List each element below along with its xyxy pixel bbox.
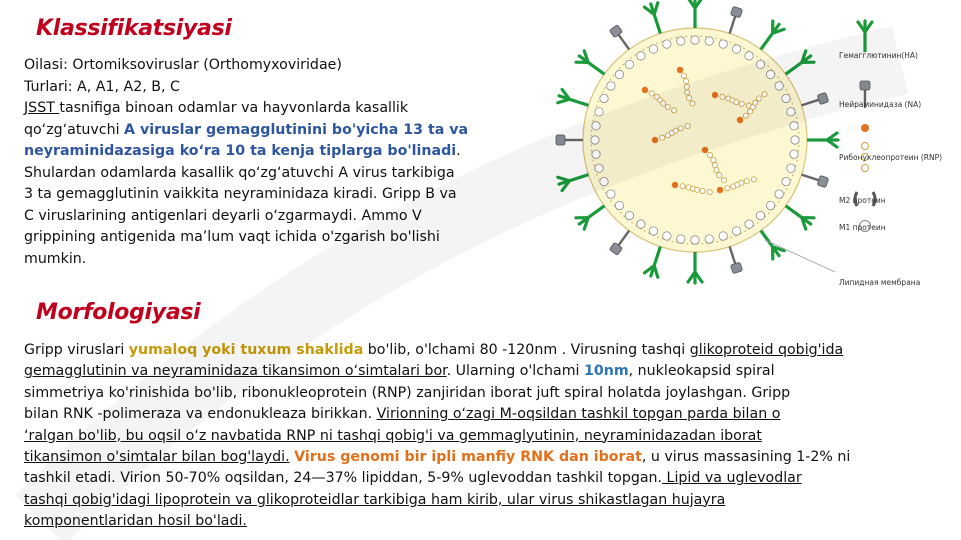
morph-line-2 bbox=[24, 361, 949, 382]
morphology-paragraph bbox=[24, 340, 949, 533]
text-span: qo‘zg‘atuvchi bbox=[24, 121, 125, 138]
text-span: tashkil etadi. Virion 50-70% oqsildan, 24—37% lipiddan, 5-9% uglevoddan tashkil topgan. bbox=[24, 470, 663, 487]
underlined-text: Virionning o‘zagi M-oqsildan tashkil topgan parda bilan o bbox=[376, 406, 781, 423]
text-span: . bbox=[456, 143, 461, 159]
section-heading-classification: Klassifikatsiyasi bbox=[36, 16, 232, 41]
underlined-text: gemagglutinin va neyraminidaza tikansimon o‘simtalari bor bbox=[24, 363, 447, 380]
subtypes-highlight: A viruslar gemagglutinini bo'yicha 13 ta va bbox=[124, 121, 469, 138]
legend-rnp: Рибонуклеопротеин (RNP) bbox=[839, 153, 943, 162]
who-abbr: JSST bbox=[24, 100, 60, 116]
legend-ha: Гемагглютинин(HA) bbox=[839, 51, 918, 60]
types-line: Turlari: A, A1, A2, B, C bbox=[24, 78, 180, 95]
subtypes-line-2 bbox=[24, 141, 514, 163]
size-highlight: 10nm bbox=[584, 363, 629, 380]
legend-m2: M2 протеин bbox=[839, 196, 886, 205]
legend-membrane: Липидная мембрана bbox=[839, 278, 921, 287]
text-span: . Ularning o'lchami bbox=[446, 363, 585, 380]
text-span: bilan RNK -polimeraza va endonukleaza birikkan. bbox=[24, 406, 377, 423]
underlined-text: tikansimon o'simtalar bilan bog'laydi. bbox=[24, 449, 290, 466]
text-span: , u virus massasining 1-2% ni bbox=[641, 449, 851, 466]
morph-line-1 bbox=[24, 340, 949, 361]
text-line-10: mumkin. bbox=[24, 250, 87, 267]
subtypes-highlight-2: neyraminidazasiga ko‘ra 10 ta kenja tiplarga bo'linadi bbox=[24, 143, 457, 159]
legend-na: Нейраминидаза (NA) bbox=[839, 100, 922, 109]
family-line: Oilasi: Ortomiksoviruslar (Orthomyxoviridae) bbox=[24, 57, 342, 73]
text-span: , nukleokapsid spiral bbox=[628, 363, 775, 380]
genome-highlight: Virus genomi bir ipli manfiy RNK dan iborat bbox=[294, 449, 642, 466]
text-line-8: C viruslarining antigenlari deyarli o‘zgarmaydi. Ammo V bbox=[24, 207, 422, 224]
influenza-virus-diagram bbox=[505, 0, 961, 300]
underlined-text: glikoproteid qobig'ida bbox=[689, 342, 844, 358]
subtypes-line-1 bbox=[24, 120, 514, 142]
section-heading-morphology: Morfologiyasi bbox=[36, 300, 201, 325]
legend-m1: M1 протеин bbox=[839, 223, 886, 232]
underlined-text: Lipid va uglevodlar bbox=[662, 470, 802, 487]
text-span: bo'lib, o'lchami 80 -120nm . Virusning tashqi bbox=[363, 342, 690, 358]
text-line-6: Shulardan odamlarda kasallik qo‘zg‘atuvchi A virus tarkibiga bbox=[24, 164, 455, 181]
text-line-9: grippining antigenida ma’lum vaqt ichida o'zgarish bo'lishi bbox=[24, 229, 440, 245]
text-line-7: 3 ta gemagglutinin vaikkita neyraminidaza kiradi. Gripp B va bbox=[24, 186, 457, 202]
classification-paragraph bbox=[24, 55, 514, 270]
who-rest: tasnifiga binoan odamlar va hayvonlarda kasallik bbox=[59, 100, 409, 116]
morph-line-8: tashqi qobig'idagi lipoprotein va glikoproteidlar tarkibiga ham kirib, ular virus shikastlagan hujayra bbox=[24, 491, 726, 508]
who-line bbox=[24, 98, 514, 120]
morph-line-5: ‘ralgan bo'lib, bu oqsil o‘z navbatida RNP ni tashqi qobig'i va gemmaglyutinin, neyraminidazadan iborat bbox=[24, 427, 762, 444]
morph-line-6 bbox=[24, 447, 949, 468]
morph-line-9: komponentlaridan hosil bo'ladi. bbox=[24, 513, 247, 530]
text-span: Gripp viruslari bbox=[24, 342, 129, 358]
morph-line-4 bbox=[24, 404, 949, 425]
shape-highlight: yumaloq yoki tuxum shaklida bbox=[128, 342, 364, 358]
morph-line-7 bbox=[24, 468, 949, 489]
morph-line-3: simmetriya ko'rinishida bo'lib, ribonukleoprotein (RNP) zanjiridan iborat juft spiral holatda joylashgan. Gripp bbox=[24, 384, 791, 401]
